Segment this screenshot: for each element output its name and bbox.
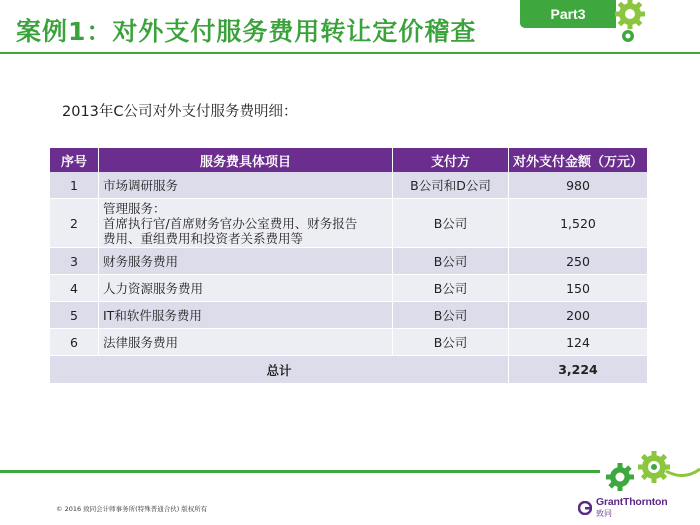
total-amount: 3,224 (508, 356, 647, 384)
table-row (50, 248, 647, 275)
row-payer: B公司 (392, 329, 508, 356)
row-item: 财务服务费用 (98, 248, 392, 275)
row-payer: B公司 (392, 248, 508, 275)
row-item: IT和软件服务费用 (98, 302, 392, 329)
table-row (50, 275, 647, 302)
table-row (50, 302, 647, 329)
row-seq: 3 (50, 248, 98, 275)
row-amount: 250 (508, 248, 647, 275)
copyright-footer: © 2016 致同会计师事务所(特殊普通合伙) 版权所有 (56, 505, 208, 513)
row-amount: 1,520 (508, 199, 647, 248)
header-item: 服务费具体项目 (98, 148, 392, 172)
row-payer: B公司 (392, 302, 508, 329)
service-fee-table (50, 148, 647, 384)
header-payer: 支付方 (392, 148, 508, 172)
grant-thornton-logo-icon (578, 501, 592, 515)
logo-name: GrantThornton (596, 496, 668, 508)
grant-thornton-logo (578, 496, 667, 519)
header-amount: 对外支付金额（万元） (508, 148, 647, 172)
row-amount: 124 (508, 329, 647, 356)
row-seq: 2 (50, 199, 98, 248)
slide-title: 案例1：对外支付服务费用转让定价稽查 (16, 17, 477, 46)
row-item: 人力资源服务费用 (98, 275, 392, 302)
row-seq: 4 (50, 275, 98, 302)
part-badge: Part3 (520, 0, 616, 28)
row-seq: 6 (50, 329, 98, 356)
row-payer: B公司 (392, 199, 508, 248)
table-header-row (50, 148, 647, 172)
row-amount: 200 (508, 302, 647, 329)
table-row (50, 172, 647, 199)
table-row (50, 329, 647, 356)
row-item: 法律服务费用 (98, 329, 392, 356)
row-amount: 150 (508, 275, 647, 302)
footer-divider (0, 470, 600, 473)
header-seq: 序号 (50, 148, 98, 172)
logo-sub: 致同 (596, 509, 612, 518)
table-intro: 2013年C公司对外支付服务费明细： (62, 104, 298, 120)
title-divider (0, 52, 700, 54)
gear-icon (586, 447, 700, 492)
row-payer: B公司和D公司 (392, 172, 508, 199)
row-seq: 5 (50, 302, 98, 329)
gear-icon (608, 0, 700, 44)
row-amount: 980 (508, 172, 647, 199)
table-total-row (50, 356, 647, 384)
total-label: 总计 (50, 356, 508, 384)
row-item: 管理服务： 首席执行官/首席财务官办公室费用、财务报告 费用、重组费用和投资者关系费用等 (98, 199, 392, 248)
row-item: 市场调研服务 (98, 172, 392, 199)
row-payer: B公司 (392, 275, 508, 302)
row-seq: 1 (50, 172, 98, 199)
table-row (50, 199, 647, 248)
